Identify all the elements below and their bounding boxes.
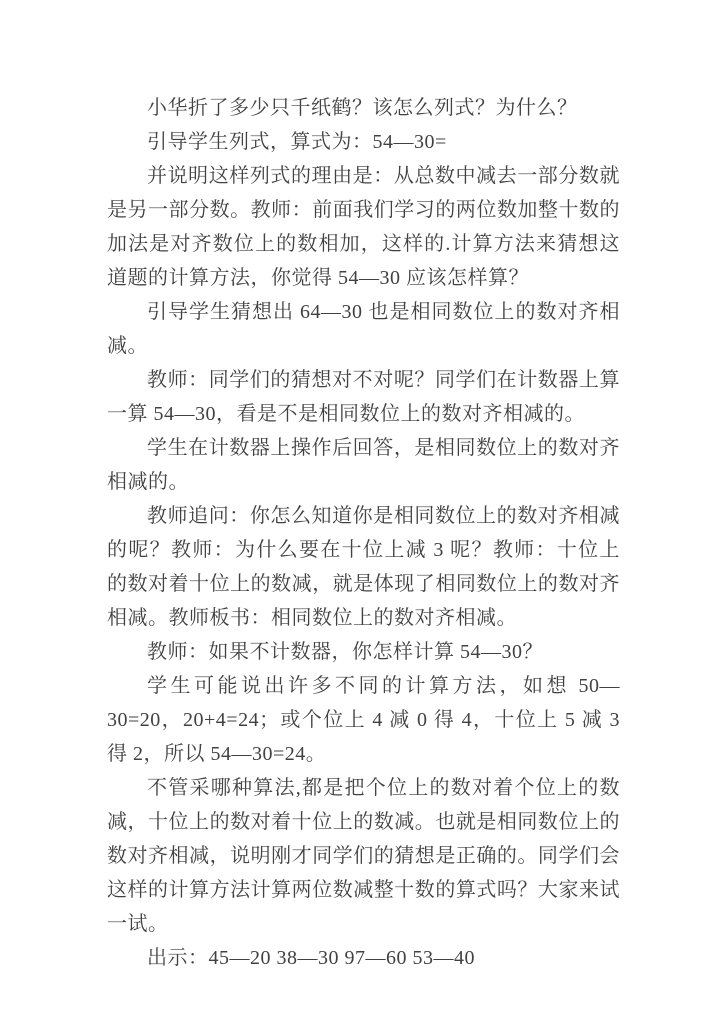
paragraph-teacher-verify: 教师：同学们的猜想对不对呢？同学们在计数器上算一算 54—30，看是不是相同数位上的数对齐相减的。 — [107, 369, 620, 425]
paragraph-summary: 不管采哪种算法,都是把个位上的数对着个位上的数减，十位上的数对着十位上的数减。也就是相同数位上的数对齐相减，说明刚才同学们的猜想是正确的。同学们会这样的计算方法计算两位数减整十数的算式吗？大家来试一试。 — [107, 777, 620, 935]
paragraph-exercise-list: 出示：45—20 38—30 97—60 53—40 — [147, 947, 475, 969]
paragraph-explain-reason: 并说明这样列式的理由是：从总数中减去一部分数就是另一部分数。教师：前面我们学习的两位数加整十数的加法是对齐数位上的数相加，这样的.计算方法来猜想这道题的计算方法，你觉得 54—30 应该怎样算？ — [107, 165, 620, 289]
paragraph-question-prompt: 小华折了多少只千纸鹤？该怎么列式？为什么？ — [147, 97, 578, 119]
paragraph-student-answer: 学生在计数器上操作后回答，是相同数位上的数对齐相减的。 — [107, 437, 620, 493]
document-text-block — [107, 91, 620, 975]
paragraph-guide-formula: 引导学生列式，算式为：54—30= — [147, 131, 447, 153]
paragraph-teacher-followup: 教师追问：你怎么知道你是相同数位上的数对齐相减的呢？教师：为什么要在十位上减 3 呢？教师：十位上的数对着十位上的数减，就是体现了相同数位上的数对齐相减。教师板书：相同数位上的数对齐相减。 — [107, 505, 620, 629]
paragraph-student-methods: 学生可能说出许多不同的计算方法，如想 50—30=20，20+4=24；或个位上 4 减 0 得 4，十位上 5 减 3 得 2，所以 54—30=24。 — [107, 675, 620, 765]
paragraph-guide-guess: 引导学生猜想出 64—30 也是相同数位上的数对齐相减。 — [107, 301, 620, 357]
paragraph-teacher-question: 教师：如果不计数器，你怎样计算 54—30？ — [147, 641, 543, 663]
